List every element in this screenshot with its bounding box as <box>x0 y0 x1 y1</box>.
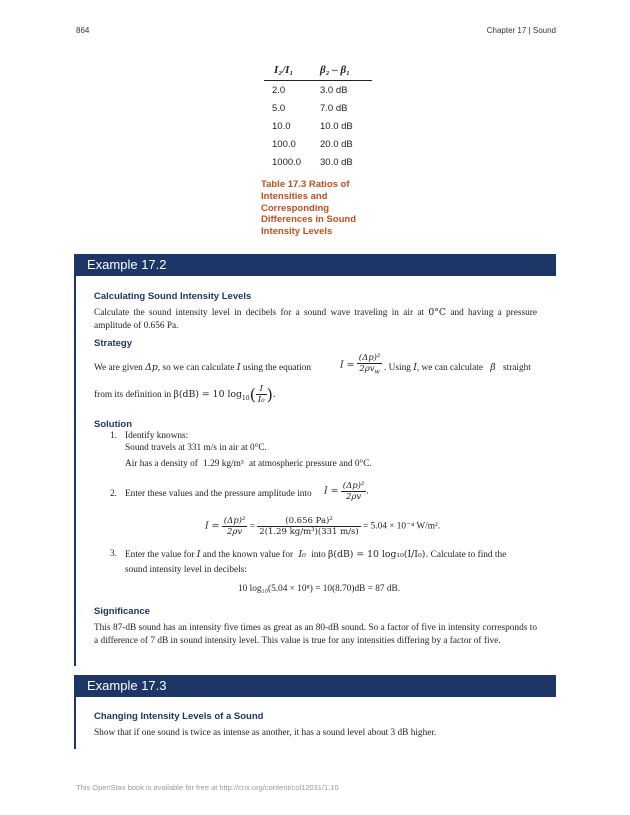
strategy-line-1 <box>94 362 311 373</box>
step-1-title: Identify knowns: <box>125 431 189 441</box>
calc-result: = 5.04 × 10⁻⁴ W/m². <box>363 521 441 532</box>
step-2-eq-num: (Δp)² <box>342 481 365 491</box>
step-3-result: 10 log₁₀(5.04 × 10⁸) = 10(8.70)dB = 87 dB. <box>238 584 401 594</box>
problem-temp: 0°C <box>428 307 447 318</box>
strategy-def-main: β(dB) = 10 log <box>173 389 242 400</box>
step-3-text-d: Calculate to find the <box>430 550 507 560</box>
calc-fraction-1 <box>222 516 248 537</box>
step-2-eq-den: 2ρv <box>345 492 362 502</box>
step-1-speed-temp: 0°C. <box>249 443 267 453</box>
strategy-delta-p: Δp <box>145 362 158 373</box>
step-3-text-b: and the known value for <box>202 550 294 560</box>
strategy-text-d2: , we can calculate <box>416 363 483 373</box>
table-cell: 5.0 <box>272 102 286 114</box>
strategy-line-2 <box>94 384 276 405</box>
table-header <box>264 60 372 81</box>
strategy-def-den: I₀ <box>257 395 265 405</box>
step-3-text-e: sound intensity level in decibels: <box>125 565 247 575</box>
footer-note: This OpenStax book is available for free at http://cnx.org/content/col12031/1.10 <box>76 783 339 792</box>
step-1-density-temp: 0°C. <box>354 459 372 469</box>
example-17-2-heading: Calculating Sound Intensity Levels <box>94 291 252 302</box>
example-17-3-title: Example 17.3 <box>74 675 556 697</box>
chapter-title: Chapter 17 | Sound <box>486 26 556 35</box>
step-3-i: I <box>196 549 201 560</box>
strategy-eq-den-main: 2ρv <box>359 364 375 374</box>
example-17-2-problem <box>94 307 537 332</box>
strategy-text-c: using the equation <box>242 363 311 373</box>
step-1-speed <box>125 443 267 453</box>
strategy-text-b: , so we can calculate <box>157 363 235 373</box>
table-col-ratio: I₂/I₁ <box>274 64 294 76</box>
step-2-eq-i: I = <box>324 485 339 497</box>
step-3-text-a: Enter the value for <box>125 550 195 560</box>
strategy-text-e: straight <box>503 363 531 373</box>
table-row <box>264 81 372 99</box>
strategy-text-d: . Using <box>384 363 411 373</box>
table-cell: 100.0 <box>272 138 296 150</box>
table-cell: 1000.0 <box>272 156 302 168</box>
step-2-number: 2. <box>110 489 117 499</box>
strategy-def-fraction <box>256 384 267 405</box>
page-number: 864 <box>76 26 90 35</box>
example-17-2-border <box>74 276 76 666</box>
step-2-equation: I = $\frac{\text{(Δp)²}}{2\rho v}$ . <box>324 481 369 502</box>
strategy-eq-den-sub: w <box>374 368 380 376</box>
strategy-line-1b <box>384 362 531 373</box>
example-17-3-text: Show that if one sound is twice as intense as another, it has a sound level about 3 dB higher. <box>94 728 437 738</box>
strategy-heading: Strategy <box>94 338 133 349</box>
calc-i: I = <box>205 520 220 532</box>
significance-text: This 87-dB sound has an intensity five times as great as an 80-dB sound. So a factor of five in intensity corresponds to a difference of 7 dB in sound intensity level. This value is true for any intensities differing by a factor of five. <box>94 623 537 646</box>
step-2-calculation: I = $\frac{\text{(Δp)²}}{2\rho v}$ = $\frac{\text{(0.656 Pa)²}}{\text{2(1.29 kg/m³)(331 m/s)}}$ = 5.04 × 10⁻⁴ W/m². <box>205 516 441 537</box>
step-3-line-1 <box>125 549 537 560</box>
strategy-eq-num: (Δp)² <box>358 353 381 363</box>
step-1-speed-text: Sound travels at 331 m/s in air at <box>125 443 248 453</box>
step-1-density-value: 1.29 kg/m³ <box>203 459 244 469</box>
calc-f2-den: 2(1.29 kg/m³)(331 m/s) <box>259 527 359 537</box>
table-cell: 20.0 dB <box>320 138 353 150</box>
step-3-i0: I₀ <box>298 549 306 560</box>
step-1-density-rest: at atmospheric pressure and <box>248 459 353 469</box>
step-2-eq-fraction <box>341 481 367 502</box>
table-cell: 7.0 dB <box>320 102 348 114</box>
table-row <box>264 99 372 117</box>
calc-f1-num: (Δp)² <box>223 516 246 526</box>
table-row <box>264 117 372 135</box>
step-1-number: 1. <box>110 431 117 441</box>
strategy-eq-den <box>357 364 383 378</box>
ratio-table <box>264 60 372 171</box>
table-col-diff: β₂ – β₁ <box>320 64 350 76</box>
table-cell: 3.0 dB <box>320 84 348 96</box>
table-cell: 10.0 <box>272 120 291 132</box>
calc-f1-den: 2ρv <box>226 527 243 537</box>
strategy-equation <box>340 353 382 378</box>
calc-f2-num: (0.656 Pa)² <box>257 516 360 527</box>
strategy-i: I <box>236 362 241 373</box>
table-row <box>264 153 372 171</box>
problem-text-a: Calculate the sound intensity level in decibels for a sound wave traveling in air at <box>94 308 425 318</box>
problem-text-b: and having a pressure amplitude of 0.656 Pa. <box>94 308 538 331</box>
step-1-density-text: Air has a density of <box>125 459 198 469</box>
strategy-text-f: from its definition in <box>94 390 172 400</box>
step-3-number: 3. <box>110 549 117 559</box>
example-17-3-heading: Changing Intensity Levels of a Sound <box>94 711 264 722</box>
example-17-3-border <box>74 697 76 749</box>
table-cell: 30.0 dB <box>320 156 353 168</box>
example-17-2-title: Example 17.2 <box>74 254 556 276</box>
step-3-equation: β(dB) = 10 log₁₀(I/I₀). <box>328 549 429 560</box>
step-1-density <box>125 459 372 469</box>
table-cell: 2.0 <box>272 84 286 96</box>
strategy-def-sub: 10 <box>241 394 250 402</box>
step-3-text-c: into <box>311 550 326 560</box>
significance-heading: Significance <box>94 606 150 617</box>
strategy-i-2: I <box>413 362 417 373</box>
solution-heading: Solution <box>94 419 132 430</box>
strategy-text-a: We are given <box>94 363 143 373</box>
strategy-definition: β(dB) = 10 $\log_{10}$( $\frac{I}{\text{I₀}}$ ). <box>173 384 276 405</box>
strategy-beta: β <box>490 362 496 373</box>
strategy-eq-fraction <box>357 353 383 378</box>
step-2-text: Enter these values and the pressure amplitude into <box>125 489 312 499</box>
table-caption: Table 17.3 Ratios of Intensities and Corresponding Differences in Sound Intensity Levels <box>261 179 357 238</box>
strategy-eq-i: I = <box>340 359 355 371</box>
table-row <box>264 135 372 153</box>
calc-fraction-2 <box>257 516 360 537</box>
strategy-def-num: I <box>256 384 267 395</box>
table-cell: 10.0 dB <box>320 120 353 132</box>
